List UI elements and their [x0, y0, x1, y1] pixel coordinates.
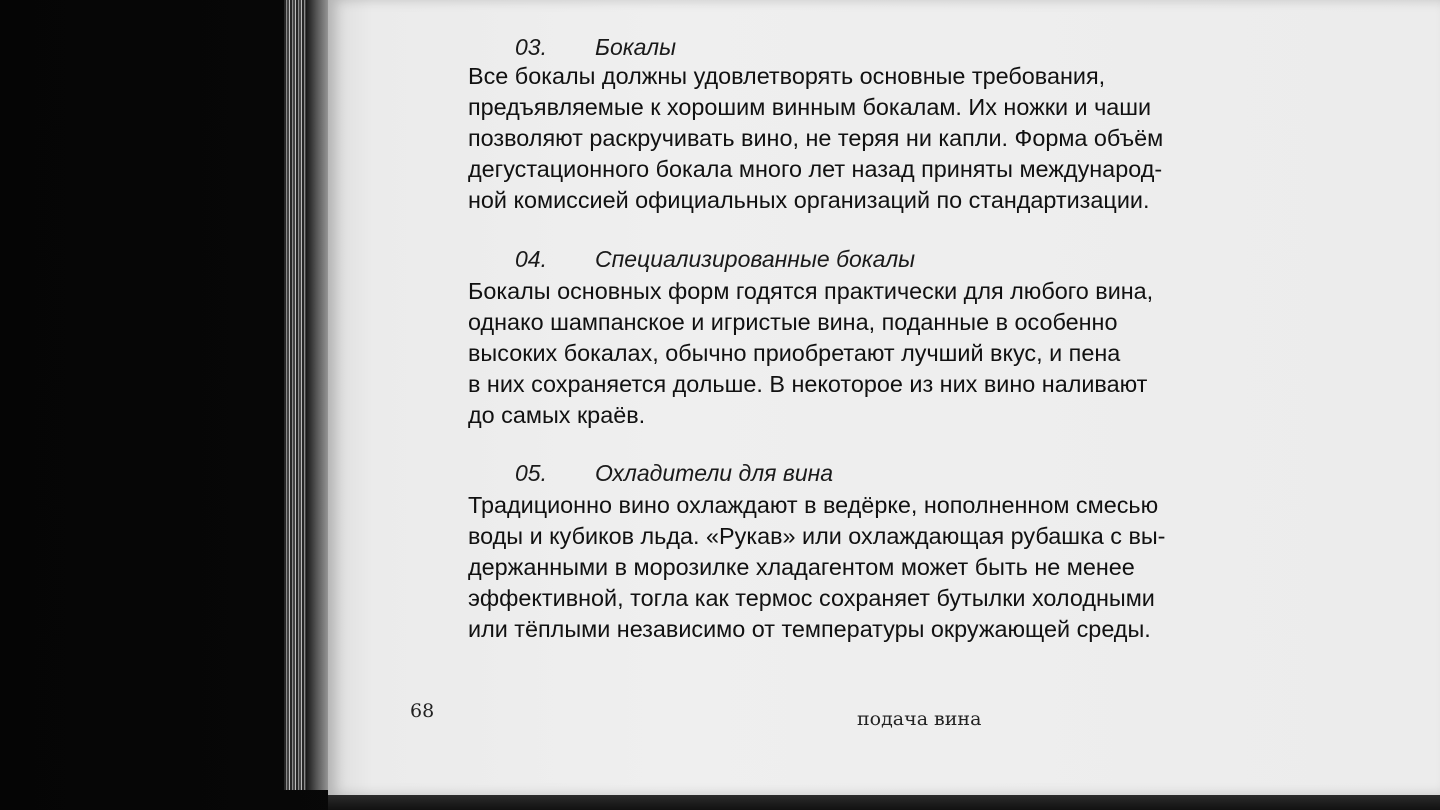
body-line: Традиционно вино охлаждают в ведёрке, нополненном смесью	[468, 492, 1159, 518]
body-line: высоких бокалах, обычно приобретают лучший вкус, и пена	[468, 340, 1121, 366]
body-line: в них сохраняется дольше. В некоторое из них вино наливают	[468, 371, 1148, 397]
section-number: 03.	[515, 34, 547, 60]
running-title: подача вина	[857, 708, 982, 730]
body-line: предъявляемые к хорошим винным бокалам. Их ножки и чаши	[468, 94, 1152, 120]
table-surface	[328, 795, 1440, 810]
section-title: Специализированные бокалы	[595, 246, 916, 272]
body-line: воды и кубиков льда. «Рукав» или охлаждающая рубашка с вы-	[468, 523, 1166, 549]
body-line: эффективной, тогла как термос сохраняет бутылки холодными	[468, 585, 1155, 611]
body-line: до самых краёв.	[468, 402, 646, 428]
body-line: позволяют раскручивать вино, не теряя ни капли. Форма объём	[468, 125, 1164, 151]
page-edges	[284, 0, 332, 790]
section-body-04	[468, 276, 1298, 431]
body-line: однако шампанское и игристые вина, поданные в особенно	[468, 309, 1118, 335]
section-heading-05	[515, 460, 833, 487]
page-number: 68	[410, 700, 435, 722]
section-title: Охладители для вина	[595, 460, 834, 486]
body-line: Все бокалы должны удовлетворять основные требования,	[468, 63, 1106, 89]
body-line: или тёплыми независимо от температуры окружающей среды.	[468, 616, 1151, 642]
section-number: 05.	[515, 460, 547, 486]
body-line: Бокалы основных форм годятся практически для любого вина,	[468, 278, 1154, 304]
body-line: ной комиссией официальных организаций по стандартизации.	[468, 187, 1150, 213]
section-body-05	[468, 490, 1298, 645]
body-line: держанными в морозилке хладагентом может быть не менее	[468, 554, 1135, 580]
body-line: дегустационного бокала много лет назад приняты международ-	[468, 156, 1163, 182]
section-number: 04.	[515, 246, 547, 272]
section-heading-03	[515, 34, 676, 61]
section-body-03	[468, 61, 1298, 216]
section-heading-04	[515, 246, 915, 273]
section-title: Бокалы	[595, 34, 677, 60]
